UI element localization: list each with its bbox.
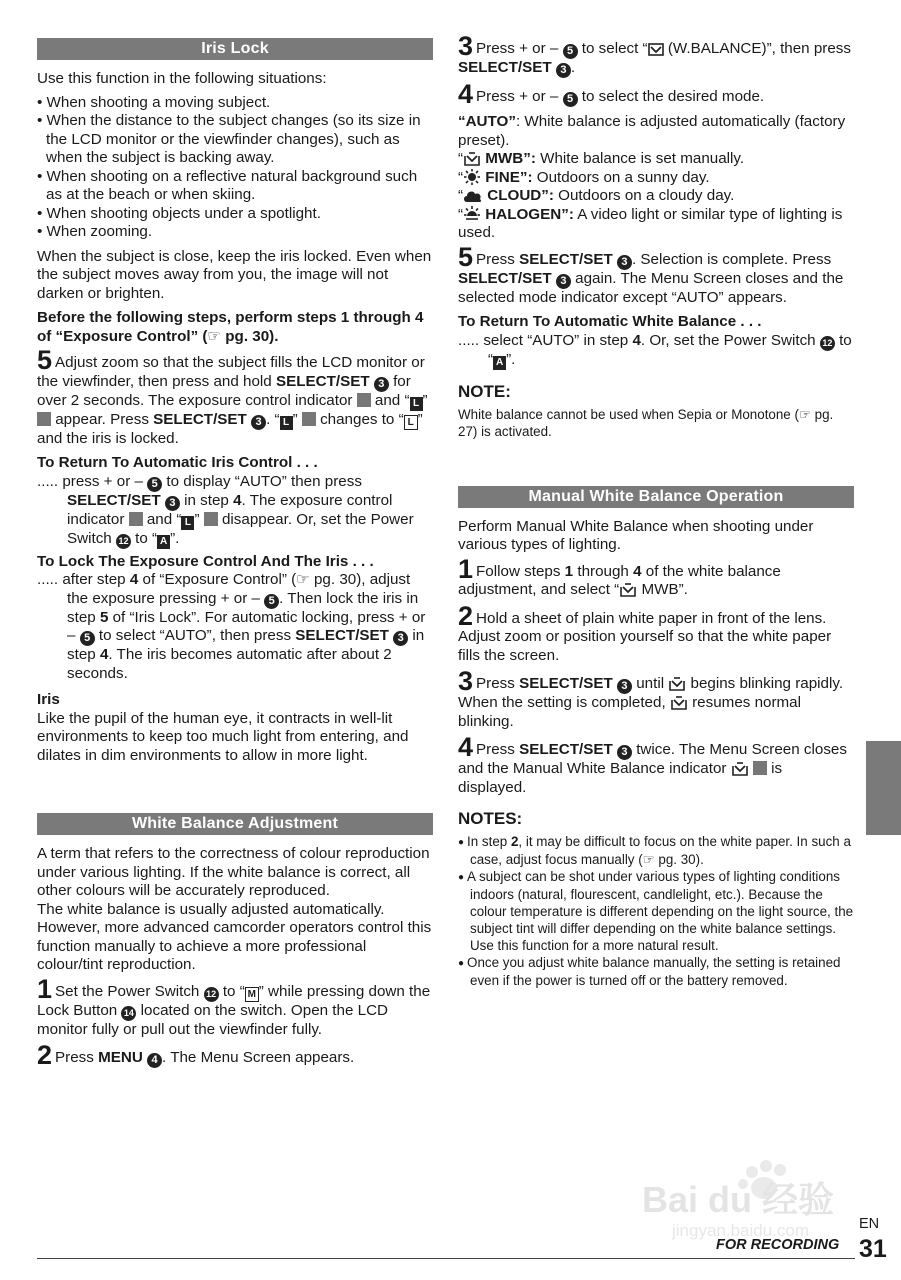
step-ref: 1	[564, 562, 574, 580]
power-switch-icon: 12	[116, 534, 131, 549]
step-text: and “	[370, 391, 410, 409]
select-set-key-icon: 3	[556, 63, 571, 78]
step-text: Hold a sheet of plain white paper in front of the lens. Adjust zoom or position yourself so that the white paper fills the screen.	[458, 609, 832, 664]
step-number: 3	[458, 666, 474, 696]
step-number: 5	[458, 241, 474, 272]
list-item	[458, 833, 854, 868]
section-tab	[866, 741, 901, 835]
wb-definition-1: A term that refers to the correctness of colour reproduction under various lighting. If the white balance is correct, all other colours will be accurately reproduced.	[37, 845, 430, 899]
plus-minus-key-icon: 5	[147, 477, 162, 492]
select-set-label: SELECT/SET	[153, 410, 247, 428]
return-auto-wb	[458, 313, 854, 370]
step-text: ..... press + or –	[37, 472, 148, 490]
step-ref: 4	[99, 646, 109, 663]
subsection-heading: To Lock The Exposure Control And The Iris . . .	[37, 552, 374, 570]
auto-a-icon: A	[493, 356, 506, 370]
step-text: MWB”.	[637, 581, 688, 598]
step-text: ” and the iris is locked.	[37, 410, 423, 447]
indicator-square-icon	[753, 761, 767, 775]
step-text: ”.	[506, 350, 516, 368]
step-text: ”	[292, 410, 302, 428]
mode-auto	[458, 113, 854, 150]
list-item: • When zooming.	[37, 223, 153, 240]
step-number: 5	[37, 345, 53, 375]
step-text: . “	[266, 410, 280, 428]
select-set-key-icon: 3	[251, 415, 266, 430]
select-set-key-icon: 3	[617, 679, 632, 694]
step-text: Press + or –	[476, 40, 563, 57]
indicator-square-icon	[37, 412, 51, 426]
select-set-label: SELECT/SET	[67, 491, 161, 509]
step-text: to “	[488, 331, 852, 368]
step-text: . The Menu Screen appears.	[162, 1049, 355, 1066]
quote-mark: “	[458, 168, 464, 186]
plus-minus-key-icon: 5	[563, 44, 578, 59]
step-text: and “	[142, 510, 182, 528]
step-number: 2	[458, 600, 474, 631]
wb-step-3	[458, 31, 854, 78]
list-item: • When shooting a moving subject.	[37, 93, 271, 111]
select-set-label: SELECT/SET	[519, 250, 613, 268]
right-column	[458, 31, 854, 989]
step-text: to “	[218, 982, 245, 1000]
select-set-label: SELECT/SET	[295, 627, 389, 644]
wb-step-2	[37, 1040, 433, 1070]
step-text: ”.	[170, 529, 180, 547]
left-column	[37, 38, 433, 1074]
manual-wb-icon	[670, 696, 688, 710]
manual-step-2	[458, 600, 854, 666]
quote-mark: “	[458, 187, 464, 204]
mode-desc: Outdoors on a cloudy day.	[553, 187, 735, 204]
watermark-brand: Bai du 经验	[642, 1179, 835, 1220]
select-set-key-icon: 3	[556, 274, 571, 289]
mode-fine	[458, 169, 854, 188]
step-text: to display “AUTO” then press	[162, 472, 362, 490]
step-text: disappear. Or, set the Power Switch	[67, 510, 414, 547]
step-text: again. The Menu Screen closes and the selected mode indicator except “AUTO” appears.	[458, 269, 844, 306]
list-item: • When shooting objects under a spotlight.	[37, 204, 321, 222]
step-text: Follow steps	[476, 562, 565, 580]
step-text: of the white balance adjustment, and select “	[458, 562, 781, 598]
white-balance-heading: White Balance Adjustment	[37, 813, 433, 835]
manual-wb-icon	[731, 762, 749, 776]
step-text: ..... after step	[37, 571, 130, 588]
sun-icon	[463, 169, 481, 185]
wb-step-5	[458, 241, 854, 308]
section-footer: FOR RECORDING	[716, 1237, 840, 1253]
mode-desc: Outdoors on a sunny day.	[532, 168, 710, 186]
return-auto-wb-text	[458, 332, 854, 370]
lock-outline-l-icon: L	[404, 415, 418, 430]
plus-minus-key-icon: 5	[264, 594, 279, 609]
iris-lock-heading: Iris Lock	[37, 38, 433, 60]
halogen-icon	[463, 206, 481, 222]
cloud-icon	[463, 189, 483, 203]
lock-exposure-iris	[37, 553, 433, 684]
list-item: ● Once you adjust white balance manually, the setting is retained even if the power is turned off or the battery removed.	[458, 954, 854, 989]
power-switch-icon: 12	[820, 336, 835, 351]
step-number: 4	[458, 732, 474, 762]
step-text: Adjust zoom so that the subject fills the LCD monitor or the viewfinder, then press and hold	[37, 354, 425, 390]
step-text: . The iris becomes automatic after about 2 seconds.	[67, 646, 392, 682]
step-text: for over 2 seconds. The exposure control indicator	[37, 372, 411, 409]
wb-definition-2: The white balance is usually adjusted automatically. However, more advanced camcorder operators control this function manually to achieve a more professional colour/tint reproduction.	[37, 900, 432, 973]
indicator-square-icon	[204, 512, 218, 526]
select-set-key-icon: 3	[165, 496, 180, 511]
step-ref: 4	[633, 562, 642, 580]
quote-mark: “	[458, 205, 464, 223]
step-text: twice. The Menu Screen closes and the Manual White Balance indicator	[458, 741, 847, 777]
manual-wb-intro: Perform Manual White Balance when shooting under various types of lighting.	[458, 517, 814, 553]
step-text: changes to “	[315, 410, 404, 428]
step-text: located on the switch. Open the LCD monitor fully or pull out the viewfinder fully.	[37, 1001, 389, 1038]
step-ref: 4	[129, 571, 139, 588]
step-number: 1	[458, 553, 474, 584]
iris-step-5	[37, 345, 433, 448]
manual-m-icon: M	[245, 987, 259, 1002]
manual-step-1	[458, 553, 854, 600]
step-text: resumes normal blinking.	[458, 694, 802, 730]
step-ref: 4	[233, 491, 242, 509]
mode-label: MWB”:	[481, 150, 536, 167]
exposure-indicator-icon	[129, 512, 143, 526]
note-text: White balance cannot be used when Sepia or Monotone (☞ pg. 27) is activated.	[458, 406, 834, 439]
step-text: ”	[194, 510, 204, 528]
manual-step-4	[458, 732, 854, 797]
step-text: begins blinking rapidly.	[686, 675, 844, 692]
iris-term: Iris	[37, 691, 60, 708]
iris-situations-list	[37, 94, 433, 242]
step-text: of “Exposure Control” (☞ pg. 30), adjust the exposure pressing + or –	[67, 571, 411, 607]
select-set-key-icon: 3	[374, 377, 389, 392]
step-number: 2	[37, 1040, 53, 1070]
step-text: Press	[476, 675, 520, 692]
step-text: appear. Press	[51, 410, 154, 428]
language-label: EN	[859, 1216, 880, 1232]
select-set-label: SELECT/SET	[458, 269, 552, 287]
step-text: to select the desired mode.	[577, 88, 765, 105]
step-text: ”	[422, 391, 428, 409]
lock-exposure-text	[37, 571, 433, 683]
quote-mark: “	[458, 150, 464, 167]
step-text: to select “AUTO”, then press	[94, 627, 296, 644]
step-text: to “	[130, 529, 158, 547]
mode-label: HALOGEN”:	[481, 205, 574, 223]
auto-a-icon: A	[157, 535, 170, 549]
step-text: Press	[55, 1049, 99, 1066]
lock-l-icon: L	[280, 416, 293, 430]
mode-desc: White balance is set manually.	[535, 150, 745, 167]
iris-intro: Use this function in the following situations:	[37, 70, 327, 87]
list-item: • When the distance to the subject changes (so its size in the LCD monitor or the viewfinder changes), such as when the subject is backing away.	[37, 112, 421, 166]
iris-definition: Like the pupil of the human eye, it contracts in well-lit environments to keep too much light from entering, and dilates in dim environments to allow in more light.	[37, 709, 409, 764]
note-text: In step	[467, 834, 511, 849]
menu-key-icon: 4	[147, 1053, 162, 1068]
step-ref: 4	[632, 331, 641, 349]
mode-label: “AUTO”	[458, 113, 516, 130]
notes-heading: NOTES:	[458, 809, 523, 828]
mode-halogen	[458, 206, 854, 243]
note-text: , it may be difficult to focus on the white paper. In such a case, adjust focus manually (☞ pg. 30).	[470, 834, 851, 867]
select-set-label: SELECT/SET	[519, 675, 613, 692]
step-text: through	[573, 562, 634, 580]
subsection-heading: To Return To Automatic White Balance . . .	[458, 313, 762, 330]
step-text: to select “	[577, 40, 648, 57]
subsection-heading: To Return To Automatic Iris Control . . .	[37, 454, 318, 471]
list-item: ● A subject can be shot under various types of lighting conditions indoors (natural, flourescent, candlelight, etc.). Because the colour temperature is different depending on the light source, the subject tint will differ depending on the white balance settings. Use this function for a more natural result.	[458, 868, 854, 954]
step-number: 4	[458, 79, 474, 109]
select-set-label: SELECT/SET	[275, 372, 370, 390]
step-text: . The exposure control indicator	[67, 491, 393, 528]
select-set-key-icon: 3	[617, 255, 632, 270]
step-text: . Then lock the iris in step	[67, 589, 419, 626]
step-text: (W.BALANCE)”, then press	[663, 40, 851, 57]
plus-minus-key-icon: 5	[80, 631, 95, 646]
baidu-watermark	[640, 1150, 880, 1240]
note-heading: NOTE:	[458, 381, 511, 401]
select-set-label: SELECT/SET	[519, 741, 613, 758]
step-text: When the setting is completed,	[458, 694, 670, 711]
step-text: Press	[476, 741, 520, 758]
mode-cloud	[458, 187, 854, 206]
step-text: of “Iris Lock”. For automatic locking, press + or –	[67, 608, 426, 644]
manual-wb-icon	[668, 677, 686, 691]
iris-close-note: When the subject is close, keep the iris locked. Even when the subject moves away from you, the image will not darken or brighten.	[37, 247, 432, 302]
step-text: Set the Power Switch	[55, 982, 204, 1000]
manual-wb-icon	[619, 583, 637, 597]
notes-list	[458, 833, 854, 989]
mode-label: FINE”:	[481, 168, 533, 186]
step-number: 3	[458, 31, 474, 61]
step-text: . Selection is complete. Press	[631, 250, 832, 268]
exposure-indicator-icon	[357, 393, 371, 407]
power-switch-icon: 12	[204, 987, 219, 1002]
mode-mwb	[458, 150, 854, 169]
iris-before-note: Before the following steps, perform steps 1 through 4 of “Exposure Control” (☞ pg. 30).	[37, 309, 424, 345]
manual-step-3	[458, 666, 854, 731]
select-set-label: SELECT/SET	[458, 59, 552, 76]
step-text: .	[570, 59, 576, 76]
step-text: Press + or –	[476, 88, 563, 105]
page-number: 31	[859, 1235, 887, 1263]
step-text: in step	[179, 491, 234, 509]
plus-minus-key-icon: 5	[563, 92, 578, 107]
step-text: is displayed.	[458, 760, 783, 796]
menu-label: MENU	[98, 1049, 143, 1066]
wb-step-4	[458, 79, 854, 109]
lock-button-icon: 14	[121, 1006, 136, 1021]
step-text: in step	[67, 627, 425, 663]
list-item: • When shooting on a reflective natural background such as at the beach or when skiing.	[37, 167, 418, 203]
step-text: ” while pressing down the Lock Button	[37, 982, 431, 1019]
step-ref: 2	[510, 834, 519, 849]
indicator-square-icon	[302, 412, 316, 426]
manual-wb-icon	[463, 152, 481, 166]
manual-wb-heading: Manual White Balance Operation	[458, 486, 854, 508]
select-set-key-icon: 3	[393, 631, 408, 646]
return-auto-iris-text	[37, 473, 433, 549]
return-auto-iris	[37, 454, 433, 549]
step-text: ..... select “AUTO” in step	[458, 331, 633, 349]
watermark-url: jingyan.baidu.com	[672, 1221, 810, 1240]
lock-l-icon: L	[410, 397, 423, 411]
white-balance-icon	[648, 42, 664, 56]
mode-label: CLOUD”:	[483, 187, 554, 204]
step-number: 1	[37, 973, 53, 1004]
wb-step-1	[37, 973, 433, 1040]
select-set-key-icon: 3	[617, 745, 632, 760]
mode-desc: A video light or similar type of lighting is used.	[458, 205, 843, 241]
lock-l-icon: L	[181, 516, 194, 530]
mode-desc: : White balance is adjusted automatically (factory preset).	[458, 113, 846, 149]
step-text: until	[631, 675, 669, 692]
step-text: . Or, set the Power Switch	[640, 331, 820, 349]
step-text: Press	[476, 250, 520, 268]
footer-rule	[37, 1258, 855, 1259]
step-ref: 5	[99, 608, 109, 626]
